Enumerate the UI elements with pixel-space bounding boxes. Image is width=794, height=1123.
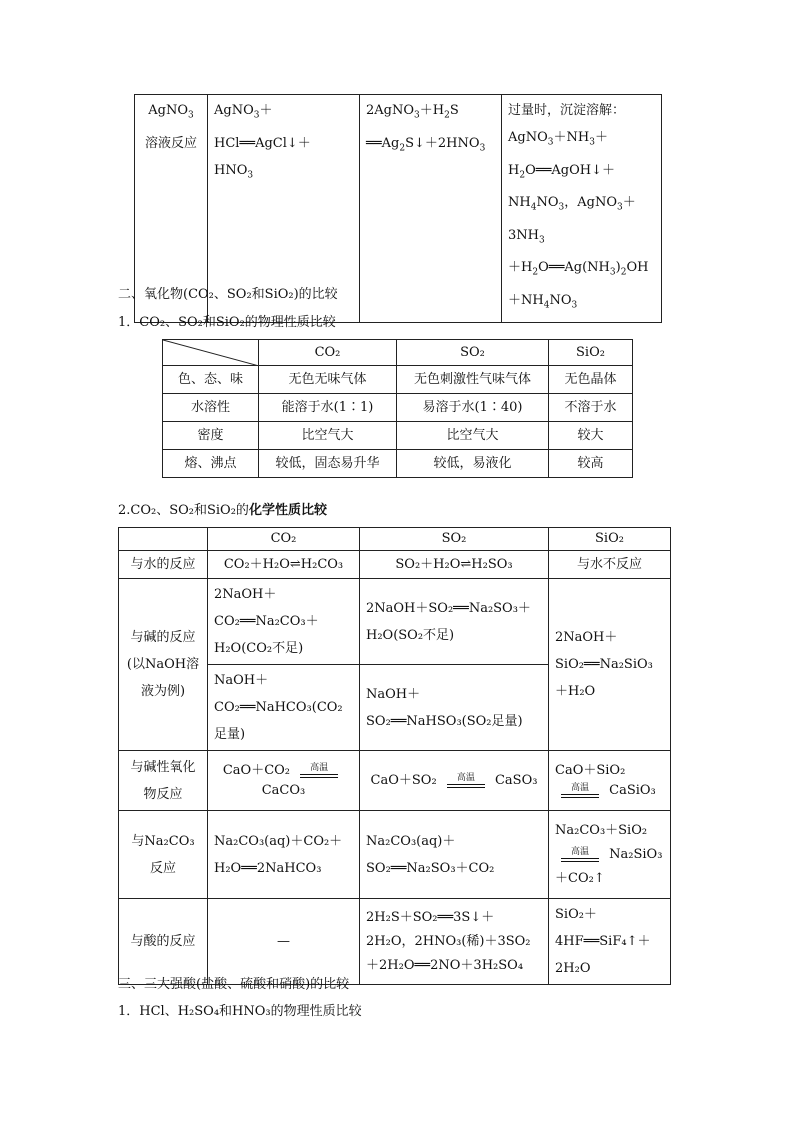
header-co2: CO₂ bbox=[259, 340, 397, 366]
table-row: 与酸的反应 — 2H₂S＋SO₂══3S↓＋2H₂O，2HNO₃(稀)＋3SO₂＋2H₂O══2NO＋3H₂SO₄ SiO₂＋4HF══SiF₄↑＋2H₂O bbox=[119, 899, 671, 985]
chemical-properties-table bbox=[118, 527, 671, 985]
section-2-sub1: 1．CO₂、SO₂和SiO₂的物理性质比较 bbox=[118, 315, 336, 330]
diagonal-header-cell bbox=[163, 340, 259, 366]
header-so2: SO₂ bbox=[397, 340, 549, 366]
high-temp-arrow: 高温 bbox=[561, 847, 599, 862]
section-2-title: 二、氧化物(CO₂、SO₂和SiO₂)的比较 bbox=[118, 287, 338, 302]
high-temp-arrow: 高温 bbox=[561, 783, 599, 798]
agno3-h2s-cell: $2AgNO_3+H_2S$ $══Ag_2S↓+2HNO_3$ bbox=[360, 95, 502, 323]
empty-header-cell bbox=[119, 528, 208, 551]
chem-header-so2: SO₂ bbox=[360, 528, 549, 551]
high-temp-arrow: 高温 bbox=[447, 773, 485, 788]
section-2-sub2: 2.CO₂、SO₂和SiO₂的化学性质比较 bbox=[118, 503, 327, 518]
table-row: 熔、沸点 较低，固态易升华 较低，易液化 较高 bbox=[163, 450, 633, 478]
physical-properties-table bbox=[162, 339, 633, 478]
table-row: 与碱性氧化物反应 CaO＋CO₂ 高温 CaCO₃ CaO＋SO₂ 高温 CaSO₃ CaO＋SiO₂ 高温 CaSiO₃ bbox=[119, 751, 671, 811]
agno3-row-head: AgNO$_3$ 溶液反应 bbox=[135, 95, 208, 323]
header-sio2: SiO₂ bbox=[549, 340, 633, 366]
agno3-hcl-cell: AgNO$_3$＋ HCl══AgCl↓＋ $HNO_3$ bbox=[208, 95, 360, 323]
table-row: 与碱的反应(以NaOH溶液为例) 2NaOH＋CO₂══Na₂CO₃＋H₂O(CO₂不足) 2NaOH＋SO₂══Na₂SO₃＋H₂O(SO₂不足) 2NaOH＋SiO₂══Na₂SiO₃＋H₂O bbox=[119, 579, 671, 665]
agno3-nh3-cell: 过量时，沉淀溶解： $AgNO_3+NH_3+$ $H_2O══AgOH↓+$ $NH_4NO_3$，$AgNO_3+3NH_3$ $+H_2O══Ag(NH_3)_2OH$ $+NH_4NO_3$ bbox=[502, 95, 662, 323]
table-row: 与水的反应 CO₂＋H₂O⇌H₂CO₃ SO₂＋H₂O⇌H₂SO₃ 与水不反应 bbox=[119, 551, 671, 579]
table-row: 与Na₂CO₃反应 Na₂CO₃(aq)＋CO₂＋H₂O══2NaHCO₃ Na₂CO₃(aq)＋SO₂══Na₂SO₃＋CO₂ Na₂CO₃＋SiO₂ 高温 Na₂SiO₃＋CO₂↑ bbox=[119, 811, 671, 899]
chem-header-sio2: SiO₂ bbox=[549, 528, 671, 551]
section-3-sub1: 1．HCl、H₂SO₄和HNO₃的物理性质比较 bbox=[118, 1004, 362, 1019]
table-row: 色、态、味 无色无味气体 无色刺激性气味气体 无色晶体 bbox=[163, 366, 633, 394]
section-3-title: 三、三大强酸(盐酸、硫酸和硝酸)的比较 bbox=[118, 977, 350, 992]
table-row: 水溶性 能溶于水(1∶1) 易溶于水(1∶40) 不溶于水 bbox=[163, 394, 633, 422]
table-row: 密度 比空气大 比空气大 较大 bbox=[163, 422, 633, 450]
chem-header-co2: CO₂ bbox=[208, 528, 360, 551]
high-temp-arrow: 高温 bbox=[300, 763, 338, 778]
table-row: NaOH＋CO₂══NaHCO₃(CO₂足量) NaOH＋SO₂══NaHSO₃(SO₂足量) bbox=[119, 665, 671, 751]
